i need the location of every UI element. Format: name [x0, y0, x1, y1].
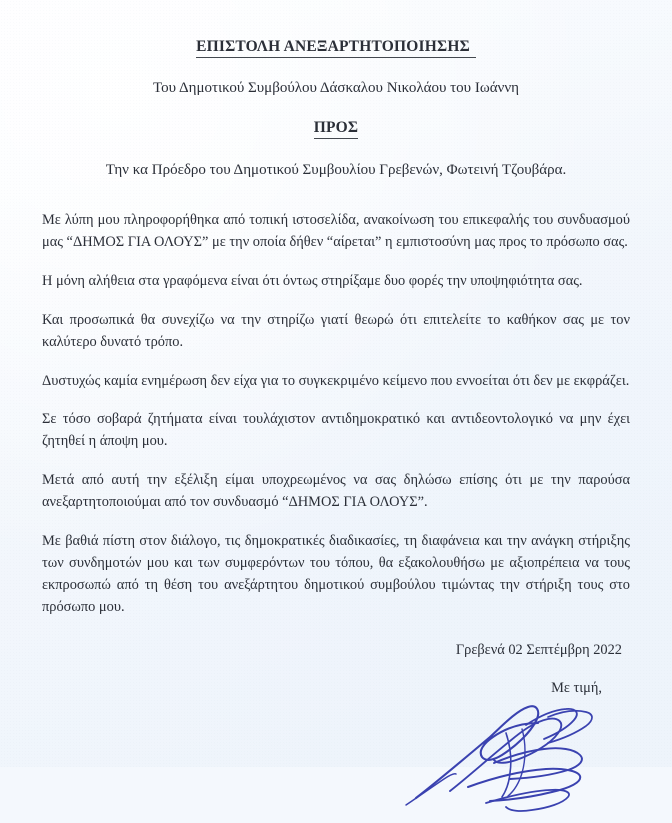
body-paragraph: Με βαθιά πίστη στον διάλογο, τις δημοκρατικές διαδικασίες, τη διαφάνεια και την ανάγκη στήριξης των συνδημοτών μου και των συμφερόντων του τόπου, θα εξακολουθήσω με αξιοπρέπεια να τους εκπροσωπώ από τη θέση του ανεξάρτητου δημοτικού συμβούλου τιμώντας την στήριξη τους στο πρόσωπο μου. [42, 533, 630, 615]
recipient-line: Την κα Πρόεδρο του Δημοτικού Συμβουλίου Γρεβενών, Φωτεινή Τζουβάρα. [105, 162, 567, 179]
addressee-label-text: ΠΡΟΣ [314, 119, 359, 139]
body-paragraph: Μετά από αυτή την εξέλιξη είμαι υποχρεωμένος να σας δηλώσω επίσης ότι με την παρούσα ανεξαρτητοποιούμαι από τον συνδυασμό “ΔΗΜΟΣ ΓΙΑ ΟΛΟΥΣ”. [42, 472, 630, 511]
handwritten-signature [398, 693, 608, 818]
body-paragraph: Με λύπη μου πληροφορήθηκα από τοπική ιστοσελίδα, ανακοίνωση του επικεφαλής του συνδυασμού μας “ΔΗΜΟΣ ΓΙΑ ΟΛΟΥΣ” με την οποία δήθεν “αίρεται” η εμπιστοσύνη μας προς το πρόσωπο σας. [42, 212, 630, 250]
body-paragraph: Και προσωπικά θα συνεχίζω να την στηρίζω γιατί θεωρώ ότι επιτελείτε το καθήκον σας με τον καλύτερο δυνατό τρόπο. [42, 311, 630, 350]
page-title [42, 0, 630, 57]
regards-line: Με τιμή, [551, 679, 602, 696]
signature-area [42, 693, 630, 823]
letter-body [42, 180, 630, 618]
place-date-line: Γρεβενά 02 Σεπτέμβρη 2022 [455, 641, 622, 658]
addressee-label [42, 97, 630, 137]
letter-closing [42, 619, 630, 823]
author-subtitle: Του Δημοτικού Συμβούλου Δάσκαλου Νικολάου του Ιωάννη [153, 79, 519, 96]
body-paragraph: Σε τόσο σοβαρά ζητήματα είναι τουλάχιστον αντιδημοκρατικό και αντιδεοντολογικό να μην έχει ζητηθεί η άποψη μου. [42, 411, 630, 450]
letter-header [42, 0, 630, 180]
page-title-text: ΕΠΙΣΤΟΛΗ ΑΝΕΞΑΡΤΗΤΟΠΟΙΗΣΗΣ [196, 38, 476, 58]
body-paragraph: Η μόνη αλήθεια στα γραφόμενα είναι ότι όντως στηρίξαμε δυο φορές την υποψηφιότητα σας. [42, 272, 583, 289]
body-paragraph: Δυστυχώς καμία ενημέρωση δεν είχα για το συγκεκριμένο κείμενο που εννοείται ότι δεν με εκφράζει. [42, 372, 630, 389]
